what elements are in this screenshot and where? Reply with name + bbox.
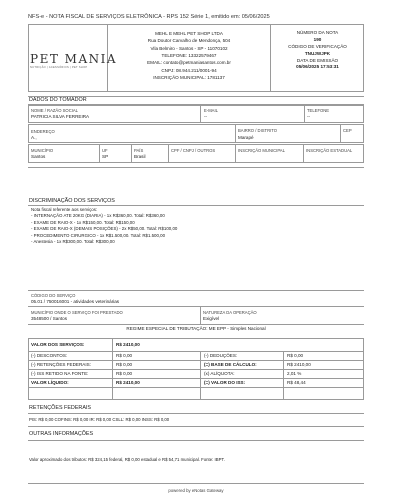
iss-label: (=) VALOR DO ISS: bbox=[204, 380, 246, 385]
deducoes-value: R$ 0,00 bbox=[287, 353, 304, 358]
note-number: 190 bbox=[313, 36, 322, 42]
emission-date: 05/06/2025 17:53:31 bbox=[296, 64, 339, 70]
other-info-text: Valor aproximado dos tributos: R$ 324,15 federal, R$ 0,00 estadual e R$ 54,71 municipal. Fonte: IBPT. bbox=[29, 457, 225, 462]
servicos-label: VALOR DOS SERVIÇOS: bbox=[31, 342, 85, 347]
tomador-phone: -- bbox=[307, 114, 311, 119]
tomador-im-label: INSCRIÇÃO MUNICIPAL bbox=[238, 148, 285, 153]
liquido-value: R$ 2410,00 bbox=[116, 380, 140, 385]
tomador-name-label: NOME / RAZÃO SOCIAL bbox=[31, 108, 79, 113]
base-label: (=) BASE DE CÁLCULO: bbox=[204, 362, 257, 367]
service-code: 05.01 / 750016001 - atividades veterinárias bbox=[31, 299, 120, 304]
document-title: NFS-e - NOTA FISCAL DE SERVIÇOS ELETRÔNICA - RPS 152 Série 1, emitido em: 05/06/2025 bbox=[28, 14, 270, 20]
issuer-cnpj: CNPJ: 08.944.211/0001-94 bbox=[161, 67, 217, 73]
iss-retido-label: (-) ISS RETIDO NA FONTE: bbox=[31, 371, 89, 376]
note-info bbox=[271, 30, 364, 71]
issuer-city: Vila Belmiro - Santos - SP - 11070102 bbox=[150, 45, 228, 51]
iss-retido-value: R$ 0,00 bbox=[116, 371, 133, 376]
servicos-value: R$ 2410,00 bbox=[116, 342, 140, 347]
issuer-address: Rua Doutor Carvalho de Mendonça, 504 bbox=[147, 38, 231, 44]
tomador-address: A., bbox=[31, 135, 37, 140]
services-title: DISCRIMINAÇÃO DOS SERVIÇOS bbox=[29, 198, 115, 204]
aliquota-label: (x) ALÍQUOTA: bbox=[204, 371, 235, 376]
tomador-uf-label: UF bbox=[102, 148, 108, 153]
tomador-ie-label: INSCRIÇÃO ESTADUAL bbox=[306, 148, 353, 153]
tomador-email: -- bbox=[204, 114, 208, 119]
tomador-address-label: ENDEREÇO bbox=[31, 129, 55, 134]
service-line: - EXAME DE RAIO-X (DEMAIS POSIÇÕES) - 2x R$50,00. Total: R$100,00 bbox=[31, 226, 178, 232]
tomador-city: Santos bbox=[31, 154, 46, 159]
note-number-label: NÚMERO DA NOTA bbox=[296, 30, 339, 35]
service-line: - EXAME DE RAIO-X - 1x R$150,00. Total: R$150,00 bbox=[31, 219, 135, 225]
tomador-phone-label: TELEFONE bbox=[307, 108, 330, 113]
logo-tagline: NUTRIÇÃO | ACESSÓRIOS | PET SHOP bbox=[30, 66, 88, 69]
verification-label: CÓDIGO DE VERIFICAÇÃO bbox=[288, 43, 347, 49]
issuer-info bbox=[108, 30, 270, 81]
liquido-label: VALOR LÍQUIDO: bbox=[31, 380, 69, 385]
service-line: Nota fiscal referente aos serviços: bbox=[31, 207, 98, 212]
tomador-doc-label: CPF / CNPJ / OUTROS bbox=[171, 148, 216, 153]
operation: Exigível bbox=[203, 316, 220, 321]
base-value: R$ 2410,00 bbox=[287, 362, 311, 367]
footer: powered by eNotas Gateway bbox=[168, 488, 224, 493]
federal-title: RETENÇÕES FEDERAIS bbox=[29, 405, 92, 411]
emission-label: DATA DE EMISSÃO bbox=[296, 57, 339, 63]
service-line: - PROCEDIMENTO CIRURGICO - 1x R$1.500,00. Total: R$1.500,00 bbox=[31, 232, 166, 238]
tomador-country-label: PAÍS bbox=[134, 148, 144, 153]
company-logo bbox=[30, 52, 118, 69]
descontos-label: (-) DESCONTOS: bbox=[31, 353, 68, 358]
tax-regime: REGIME ESPECIAL DE TRIBUTAÇÃO: ME EPP - Simples Nacional bbox=[126, 326, 266, 331]
operation-label: NATUREZA DA OPERAÇÃO bbox=[203, 310, 257, 315]
issuer-municipal-registration: INSCRIÇÃO MUNICIPAL: 1781137 bbox=[153, 75, 225, 81]
tomador-city-label: MUNICÍPIO bbox=[31, 148, 54, 153]
tomador-title: DADOS DO TOMADOR bbox=[29, 97, 87, 103]
other-info-title: OUTRAS INFORMAÇÕES bbox=[29, 431, 94, 437]
tomador-cep-label: CEP bbox=[343, 128, 352, 133]
logo-name: PET MANIA bbox=[30, 52, 118, 66]
aliquota-value: 2,01 % bbox=[287, 371, 302, 376]
issuer-phone: TELEFONE: 13322579467 bbox=[161, 53, 217, 59]
issuer-name: MEHL E MEHL PET SHOP LTDA bbox=[155, 31, 223, 36]
descontos-value: R$ 0,00 bbox=[116, 353, 133, 358]
retencoes-value: R$ 0,00 bbox=[116, 362, 133, 367]
municipality: 3548500 / Santos bbox=[31, 316, 68, 321]
tomador-email-label: E-MAIL bbox=[204, 108, 218, 113]
tomador-district: Marapé bbox=[238, 135, 254, 140]
tomador-country: Brasil bbox=[134, 154, 146, 159]
deducoes-label: (-) DEDUÇÕES: bbox=[204, 353, 238, 358]
services-list bbox=[31, 207, 177, 245]
service-line: - INTERNAÇÃO ATE 20KG (DIARIA) - 1x R$360,00. Total: R$360,00 bbox=[31, 213, 165, 219]
tomador-name: PATRICIA SILVA FERREIRA bbox=[31, 114, 90, 119]
verification-code: TNUJWJPK bbox=[304, 50, 331, 56]
tomador-district-label: BAIRRO / DISTRITO bbox=[238, 128, 278, 133]
issuer-email: EMAIL: contato@petmaniasantos.com.br bbox=[147, 60, 231, 66]
tomador-uf: SP bbox=[102, 154, 109, 159]
federal-retentions: PIS: R$ 0,00 COFINS: R$ 0,00 IR: R$ 0,00 CSLL: R$ 0,00 INSS: R$ 0,00 bbox=[29, 417, 170, 422]
retencoes-label: (-) RETENÇÕES FEDERAIS: bbox=[31, 362, 91, 367]
iss-value: R$ 48,44 bbox=[287, 380, 306, 385]
service-line: - Anestesia - 1x R$300,00. Total: R$300,00 bbox=[31, 238, 115, 244]
service-code-label: CÓDIGO DO SERVIÇO bbox=[31, 293, 76, 298]
municipality-label: MUNICÍPIO ONDE O SERVIÇO FOI PRESTADO bbox=[31, 310, 123, 315]
